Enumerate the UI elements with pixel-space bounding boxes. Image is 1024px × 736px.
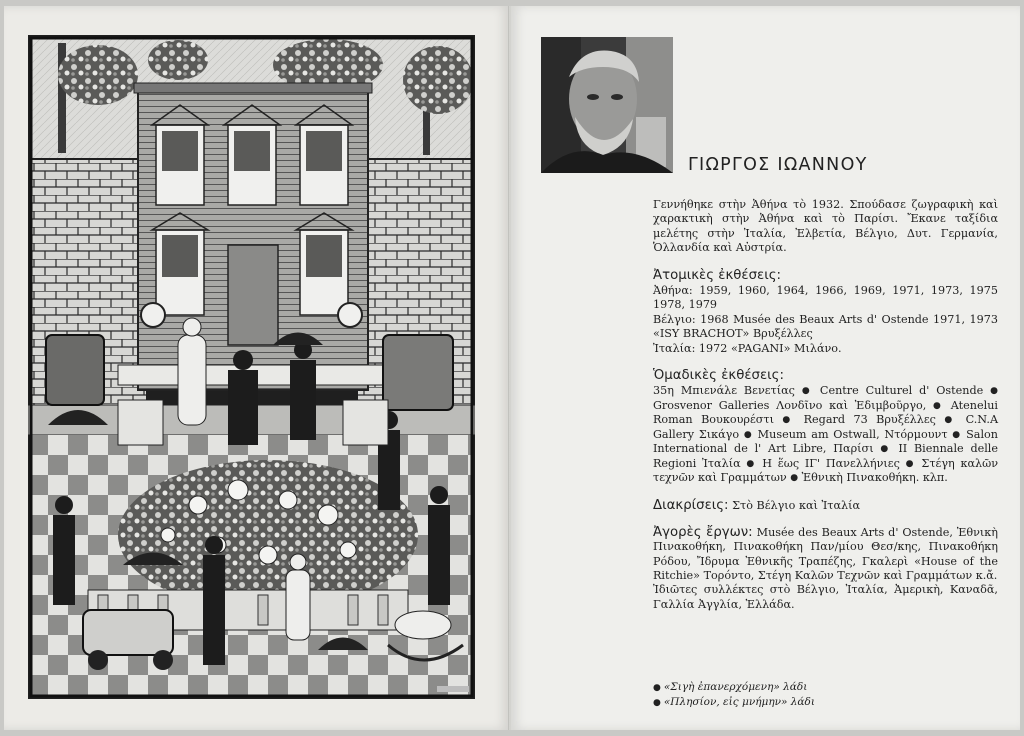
group-exhibition-item: II Biennale delle Regioni Ἰταλία [653, 442, 999, 470]
work-title: «Σιγὴ ἐπανερχόμενη» λάδι [663, 681, 808, 693]
group-exhibitions-list [653, 384, 998, 485]
bullet-icon: ● [944, 415, 958, 426]
bullet-icon: ● [653, 683, 661, 693]
artist-portrait-photo [541, 37, 673, 173]
group-exhibition-item: Η ἕως ΙΓ' Πανελλήνιες [762, 456, 900, 470]
bullet-icon: ● [782, 415, 796, 426]
work-item [653, 695, 815, 710]
purchases-heading: Ἀγορὲς ἔργων: [653, 524, 753, 540]
bullet-icon: ● [653, 698, 661, 708]
group-exhibition-item: Centre Culturel d' Ostende [819, 384, 984, 398]
bullet-icon: ● [905, 458, 916, 469]
bullet-icon: ● [743, 429, 753, 440]
biography-text-block [653, 188, 998, 612]
group-exhibition-item: C.N.A Gallery Σικάγο [653, 413, 999, 441]
group-exhibition-item: 35η Μπιενάλε Βενετίας [653, 384, 795, 398]
awards-text: Στὸ Βέλγιο καὶ Ἰταλία [732, 499, 861, 513]
group-exhibition-item: Στέγη καλῶν τεχνῶν καὶ Γραμμάτων [653, 456, 999, 484]
bullet-icon: ● [746, 458, 757, 469]
solo-exhibitions-line: Ἀθήνα: 1959, 1960, 1964, 1966, 1969, 1971, 1973, 1975 1978, 1979 [653, 284, 998, 312]
exhibited-works-list [653, 680, 815, 710]
work-title: «Πλησίον, εἰς μνήμην» λάδι [663, 696, 815, 708]
group-exhibition-item: Grosvenor Galleries Λονδῖνο καὶ Ἐδιμβοῦργο, [653, 398, 927, 412]
work-item [653, 680, 815, 695]
purchases-text: Musée des Beaux Arts d' Ostende, Ἐθνικὴ Πινακοθήκη, Πινακοθήκη Παν/μίου Θεσ/κης, Πινακοθήκη Ρόδου, Ἴδρυμα Ἐθνικῆς Τραπέζης, Γκαλερὶ «House of the Ritchie» Τορόντο, Στέγη Καλῶν Τεχνῶν καὶ Γραμμάτων κ.ἄ. [653, 525, 998, 582]
private-collections-text: Ἰδιῶτες συλλέκτες στὸ Βέλγιο, Ἰταλία, Ἀμερικὴ, Καναδᾶ, Γαλλία Ἀγγλία, Ἑλλάδα. [653, 583, 998, 611]
bullet-icon: ● [952, 429, 962, 440]
artwork-painting [28, 35, 475, 699]
bullet-icon: ● [801, 386, 814, 397]
awards-section [653, 499, 998, 513]
solo-exhibitions-line: Βέλγιο: 1968 Musée des Beaux Arts d' Ostende 1971, 1973 «ISY BRACHOT» Βρυξέλλες [653, 312, 998, 341]
group-exhibition-item: Salon International de l' Art Libre, Παρίσι [653, 427, 998, 456]
artist-name-title: ΓΙΩΡΓΟΣ ΙΩΑΝΝΟΥ [688, 155, 868, 175]
purchases-section [653, 526, 998, 584]
group-exhibitions-heading: Ὁμαδικὲς ἐκθέσεις: [653, 368, 784, 384]
bio-paragraph: Γεννήθηκε στὴν Ἀθήνα τὸ 1932. Σπούδασε ζωγραφικὴ καὶ χαρακτικὴ στὴν Ἀθήνα καὶ τὸ Παρίσι. Ἔκανε ταξίδια μελέτης στὴν Ἰταλία, Ἐλβετία, Βέλγιο, Δυτ. Γερμανία, Ὁλλανδία καὶ Αὐστρία. [653, 198, 998, 255]
bullet-icon: ● [933, 400, 945, 411]
bullet-icon: ● [790, 472, 799, 483]
group-exhibition-item: Atenelui Roman Βουκουρέστι [653, 398, 998, 427]
solo-exhibitions-heading: Ἀτομικὲς ἐκθέσεις: [653, 267, 781, 283]
group-exhibition-item: Museum am Ostwall, Ντόρμουντ [757, 427, 948, 441]
bullet-icon: ● [990, 386, 999, 397]
group-exhibition-item: Ἐθνικὴ Πινακοθήκη. κλπ. [801, 470, 948, 484]
solo-exhibitions-line: Ἰταλία: 1972 «PAGANI» Μιλάνο. [653, 341, 842, 355]
awards-heading: Διακρίσεις: [653, 498, 729, 514]
artwork-signature [437, 686, 469, 692]
group-exhibition-item: Regard 73 Βρυξέλλες [803, 413, 936, 427]
bullet-icon: ● [880, 444, 892, 455]
